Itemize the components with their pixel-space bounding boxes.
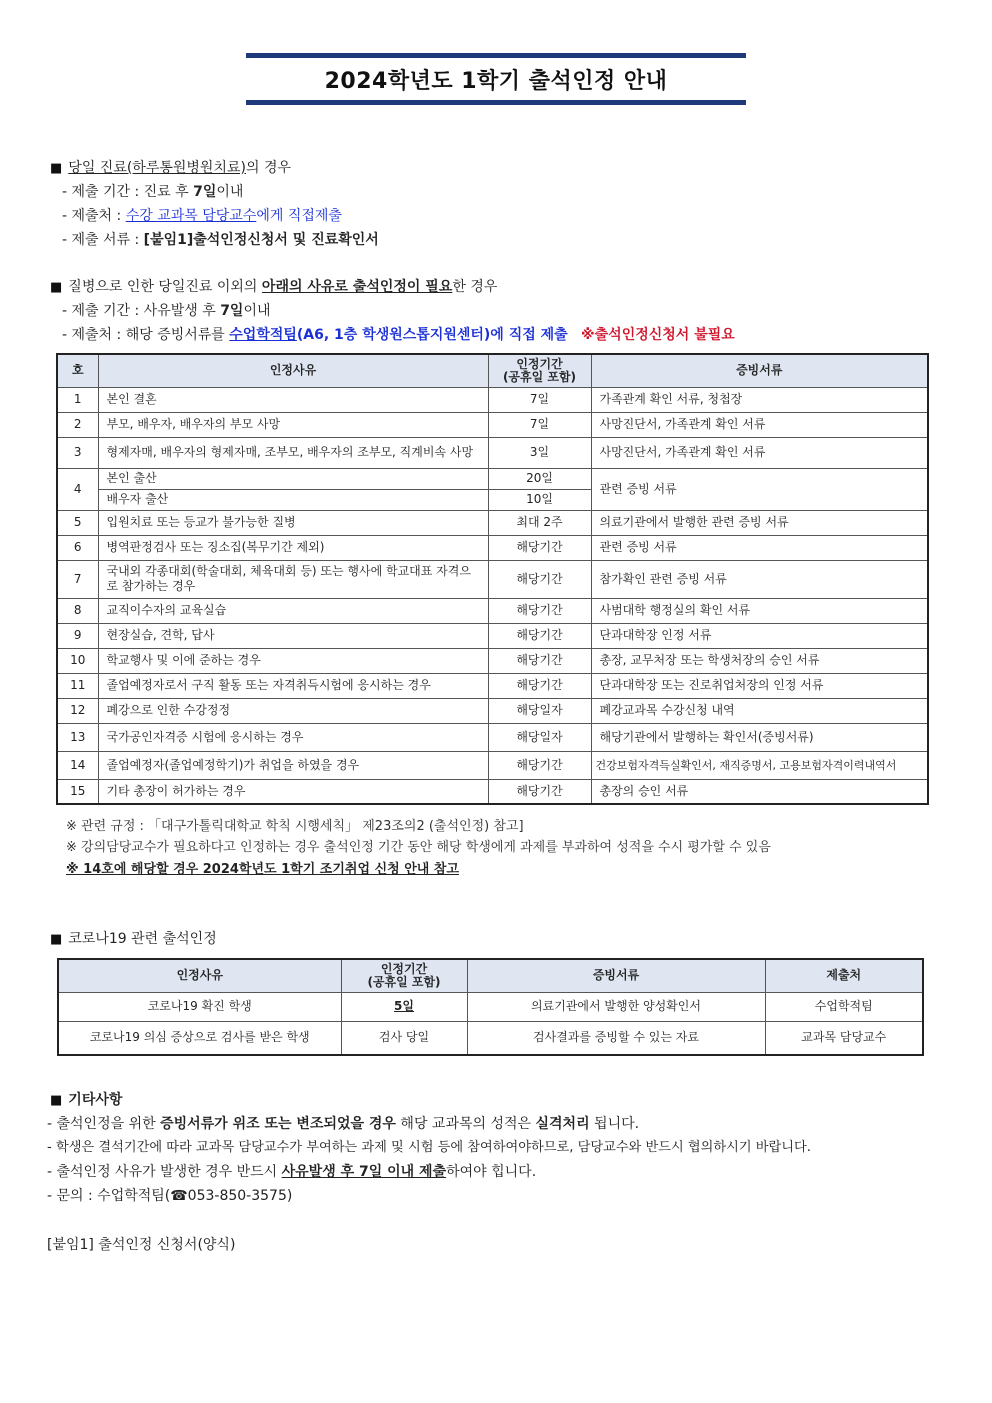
row-no: 13 [57,723,98,751]
note-professor: ※ 강의담당교수가 필요하다고 인정하는 경우 출석인정 기간 동안 해당 학생에게 과제를 부과하여 성적을 수시 평가할 수 있음 [66,840,771,855]
section2-heading-underlined: 아래의 사유로 출석인정이 필요 [261,279,453,295]
row-reason: 배우자 출산 [98,489,488,510]
section4-heading-text: 기타사항 [68,1092,123,1108]
row-doc: 사범대학 행정실의 확인 서류 [591,598,928,623]
table-row [57,723,928,751]
row-period: 7일 [488,387,591,412]
col-header-period [488,354,591,387]
row-reason: 기타 총장이 허가하는 경우 [98,779,488,804]
place-suffix: 에게 직접제출 [256,208,342,224]
etc-l1-post: 됩니다. [589,1116,640,1132]
period-suffix: 이내 [216,184,244,200]
etc-line-3 [47,1162,536,1182]
row-no: 14 [57,751,98,779]
row-doc: 총장, 교무처장 또는 학생처장의 승인 서류 [591,648,928,673]
place-value: 수업학적팀 [229,327,297,343]
row-period: 해당일자 [488,723,591,751]
etc-line-1 [47,1114,639,1134]
row-no: 12 [57,698,98,723]
section2-heading-pre: 질병으로 인한 당일진료 이외의 [68,279,262,295]
covid-row-reason: 코로나19 확진 학생 [58,992,341,1021]
row-period: 3일 [488,437,591,468]
row-period: 최대 2주 [488,510,591,535]
row-doc: 관련 증빙 서류 [591,468,928,510]
attachment-label: [붙임1] 출석인정 신청서(양식) [47,1237,236,1253]
etc-line-4: - 문의 : 수업학적팀(☎053-850-3575) [47,1188,293,1204]
row-no: 10 [57,648,98,673]
row-period: 7일 [488,412,591,437]
table-row [58,1021,923,1055]
row-period: 10일 [488,489,591,510]
table-row [57,510,928,535]
etc-l3-pre: - 출석인정 사유가 발생한 경우 반드시 [47,1164,282,1180]
row-reason: 학교행사 및 이에 준하는 경우 [98,648,488,673]
section2-heading-post: 한 경우 [452,279,498,295]
covid-row-period: 5일 [341,992,467,1021]
etc-l3-bold: 사유발생 후 7일 이내 제출 [281,1164,447,1180]
col-header-docs: 증빙서류 [591,354,928,387]
row-doc: 건강보험자격득실확인서, 재직증명서, 고용보험자격이력내역서 [591,751,928,779]
col-header-reason: 인정사유 [98,354,488,387]
section1-heading [50,158,291,179]
row-reason: 입원치료 또는 등교가 불가능한 질병 [98,510,488,535]
table-row [57,412,928,437]
title-box [246,53,746,105]
table-row [57,598,928,623]
row-doc: 단과대학장 인정 서류 [591,623,928,648]
section1-period [62,182,243,202]
row-no: 15 [57,779,98,804]
table-row [58,992,923,1021]
row-reason: 본인 결혼 [98,387,488,412]
covid-period-line2: (공휴일 포함) [367,974,441,989]
section1-heading-rest: 의 경우 [245,160,291,176]
row-period: 해당기간 [488,535,591,560]
place-label: - 제출처 : [62,208,126,224]
etc-line-2: - 학생은 결석기간에 따라 교과목 담당교수가 부여하는 과제 및 시험 등에 참여하여야하므로, 담당교수와 반드시 협의하시기 바랍니다. [47,1140,811,1155]
docs-label: - 제출 서류 : [62,232,144,248]
square-bullet-icon: ■ [50,161,63,176]
covid-col-docs: 증빙서류 [467,959,765,992]
covid-row-doc: 의료기관에서 발행한 양성확인서 [467,992,765,1021]
row-no: 9 [57,623,98,648]
covid-period-line1: 인정기간 [380,961,428,976]
docs-value: [붙임1]출석인정신청서 및 진료확인서 [143,232,379,248]
row-reason: 국가공인자격증 시험에 응시하는 경우 [98,723,488,751]
row-period: 해당기간 [488,779,591,804]
place-suffix: (A6, 1층 학생원스톱지원센터)에 직접 제출 [296,327,568,343]
row-doc: 폐강교과목 수강신청 내역 [591,698,928,723]
section2-period [62,301,271,321]
square-bullet-icon: ■ [50,932,63,947]
table-row [57,535,928,560]
note-regulation: ※ 관련 규정 : 「대구가톨릭대학교 학칙 시행세칙」 제23조의2 (출석인정) 참고] [66,819,524,834]
square-bullet-icon: ■ [50,1093,63,1108]
table-row [57,779,928,804]
table-row [57,648,928,673]
row-reason: 교직이수자의 교육실습 [98,598,488,623]
section3-heading [50,929,217,950]
table-row [57,437,928,468]
row-doc: 참가확인 관련 증빙 서류 [591,560,928,598]
row-period: 해당기간 [488,648,591,673]
place-value: 수강 교과목 담당교수 [125,208,257,224]
row-no: 7 [57,560,98,598]
covid-table [57,958,924,1056]
section2-place [62,325,735,345]
row-period: 해당기간 [488,673,591,698]
covid-row-place: 수업학적팀 [765,992,923,1021]
period-header-line2: (공휴일 포함) [502,369,577,384]
period-label: - 제출 기간 : 진료 후 [62,184,194,200]
row-no: 6 [57,535,98,560]
row-period: 해당기간 [488,560,591,598]
square-bullet-icon: ■ [50,280,63,295]
etc-l3-post: 하여야 힙니다. [446,1164,537,1180]
note-early-employment: ※ 14호에 해당할 경우 2024학년도 1학기 조기취업 신청 안내 참고 [66,862,459,877]
table-row [57,387,928,412]
row-no: 2 [57,412,98,437]
row-period: 해당기간 [488,623,591,648]
covid-row-reason: 코로나19 의심 증상으로 검사를 받은 학생 [58,1021,341,1055]
row-period: 해당기간 [488,751,591,779]
section1-docs [62,230,379,250]
row-reason: 본인 출산 [98,468,488,489]
etc-l1-bold: 증빙서류가 위조 또는 변조되었을 경우 [160,1116,396,1132]
table-row [57,560,928,598]
period-suffix: 이내 [243,303,271,319]
covid-row-place: 교과목 담당교수 [765,1021,923,1055]
period-value: 7일 [193,184,217,200]
row-doc: 단과대학장 또는 진로취업처장의 인정 서류 [591,673,928,698]
row-reason: 국내외 각종대회(학술대회, 체육대회 등) 또는 행사에 학교대표 자격으로 참가하는 경우 [98,560,488,598]
covid-col-period [341,959,467,992]
covid-col-place: 제출처 [765,959,923,992]
row-doc: 의료기관에서 발행한 관련 증빙 서류 [591,510,928,535]
row-period: 해당일자 [488,698,591,723]
row-no: 8 [57,598,98,623]
row-no: 5 [57,510,98,535]
row-period: 20일 [488,468,591,489]
row-reason: 부모, 배우자, 배우자의 부모 사망 [98,412,488,437]
row-reason: 형제자매, 배우자의 형제자매, 조부모, 배우자의 조부모, 직계비속 사망 [98,437,488,468]
row-doc: 사망진단서, 가족관계 확인 서류 [591,412,928,437]
period-label: - 제출 기간 : 사유발생 후 [62,303,221,319]
row-no: 1 [57,387,98,412]
section2-heading [50,277,497,298]
row-period: 해당기간 [488,598,591,623]
row-doc: 가족관계 확인 서류, 청첩장 [591,387,928,412]
row-reason: 현장실습, 견학, 답사 [98,623,488,648]
table-row [57,673,928,698]
page-title: 2024학년도 1학기 출석인정 안내 [324,68,668,94]
etc-l1-pre: - 출석인정을 위한 [47,1116,161,1132]
row-reason: 병역판정검사 또는 징소집(복무기간 제외) [98,535,488,560]
etc-l1-bold2: 실격처리 [535,1116,590,1132]
period-value: 7일 [220,303,244,319]
section3-heading-text: 코로나19 관련 출석인정 [68,931,217,947]
row-no: 4 [57,468,98,510]
row-doc: 사망진단서, 가족관계 확인 서류 [591,437,928,468]
col-header-no: 호 [57,354,98,387]
covid-col-reason: 인정사유 [58,959,341,992]
covid-row-period: 검사 당일 [341,1021,467,1055]
table-row [57,698,928,723]
section1-heading-underlined: 당일 진료(하루통원병원치료) [68,160,246,176]
row-no: 11 [57,673,98,698]
row-doc: 관련 증빙 서류 [591,535,928,560]
section1-place [62,206,342,226]
row-reason: 졸업예정자로서 구직 활동 또는 자격취득시험에 응시하는 경우 [98,673,488,698]
row-reason: 졸업예정자(졸업예정학기)가 취업을 하였을 경우 [98,751,488,779]
attendance-reason-table [56,353,929,805]
table-row [57,468,928,489]
row-doc: 총장의 승인 서류 [591,779,928,804]
place-note: ※출석인정신청서 불필요 [581,327,735,343]
period-header-line1: 인정기간 [516,356,563,371]
row-reason: 폐강으로 인한 수강정정 [98,698,488,723]
etc-l1-mid: 해당 교과목의 성적은 [395,1116,536,1132]
place-label: - 제출처 : 해당 증빙서류를 [62,327,230,343]
section4-heading [50,1090,122,1111]
covid-row-doc: 검사결과를 증빙할 수 있는 자료 [467,1021,765,1055]
table-row [57,751,928,779]
row-doc: 해당기관에서 발행하는 확인서(증빙서류) [591,723,928,751]
row-no: 3 [57,437,98,468]
table-row [57,623,928,648]
